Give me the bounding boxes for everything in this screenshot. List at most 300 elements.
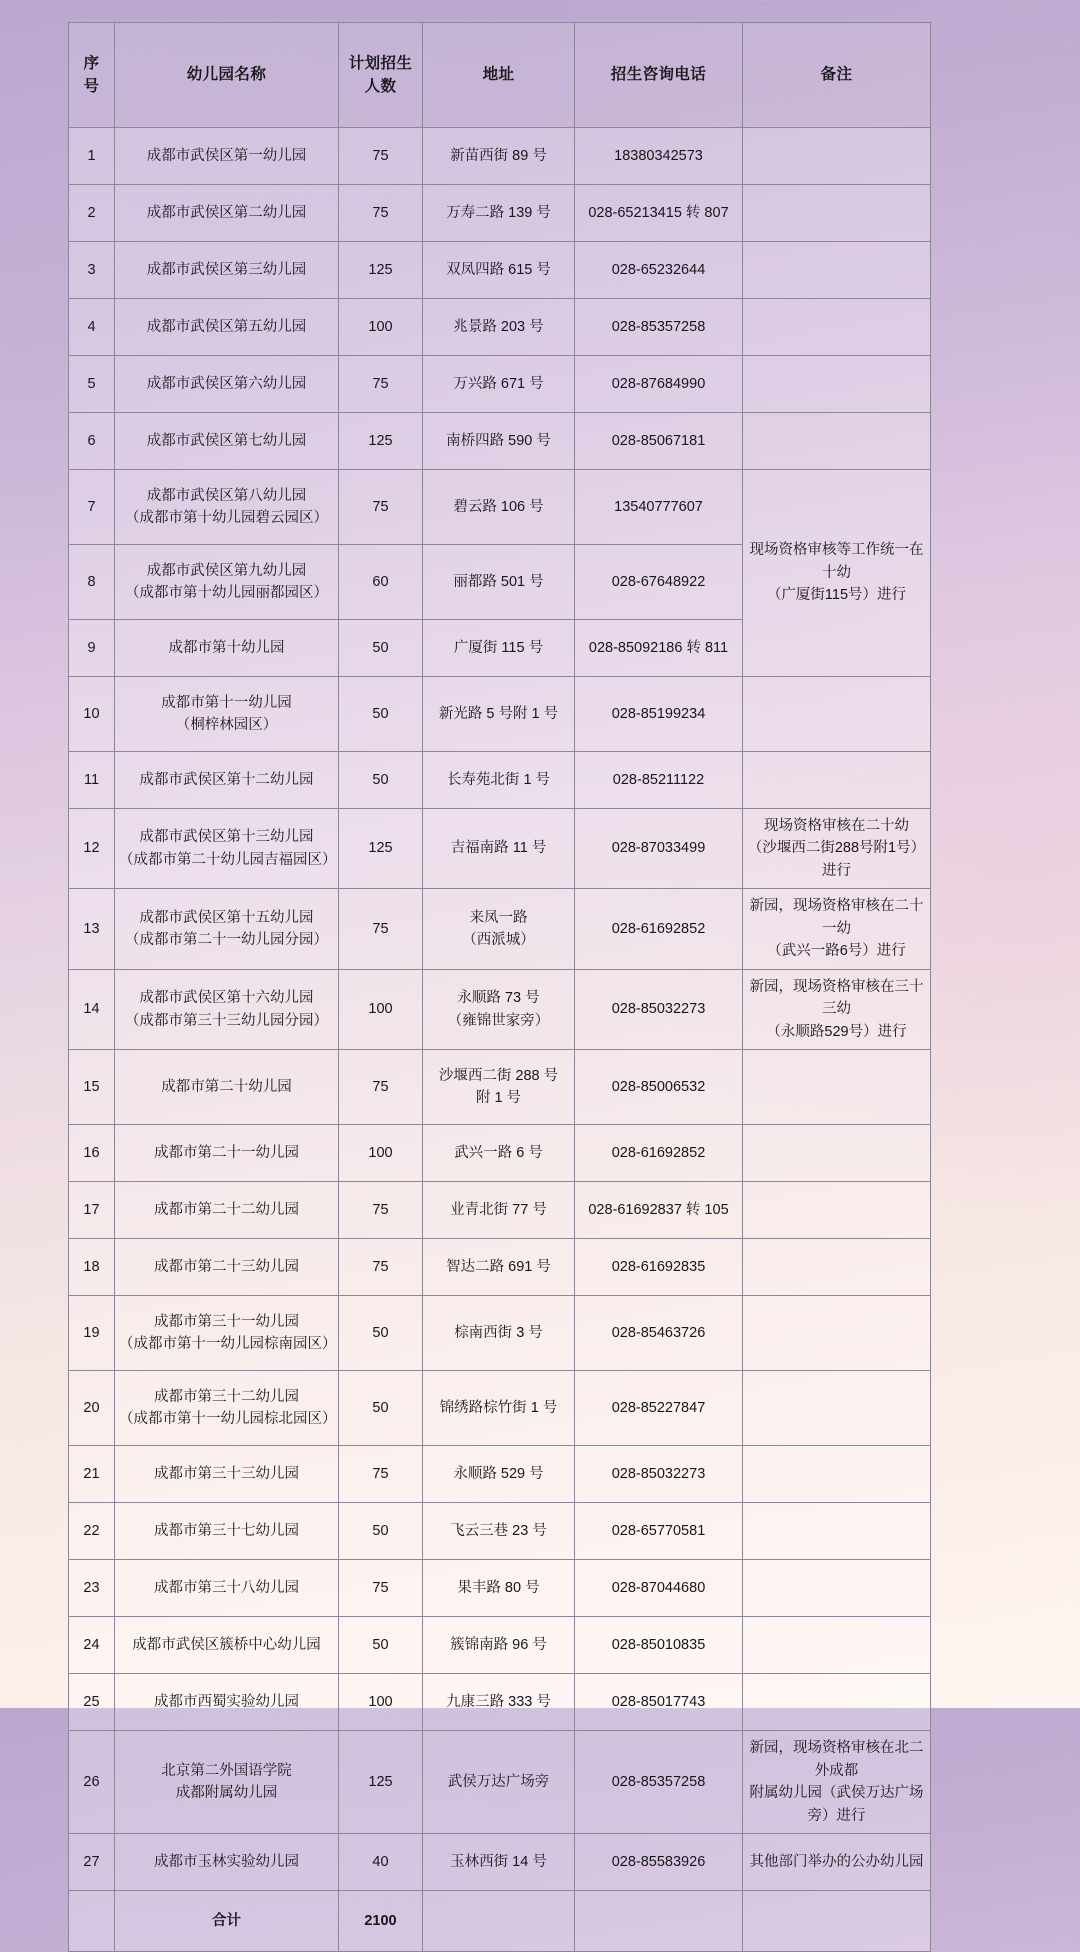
cell-plan-line1: 75 <box>372 1465 389 1482</box>
cell-phone <box>575 969 743 1049</box>
cell-note <box>743 1296 931 1371</box>
cell-phone <box>575 1674 743 1731</box>
cell-index <box>69 1182 115 1239</box>
cell-phone <box>575 677 743 752</box>
cell-phone <box>575 1239 743 1296</box>
cell-name-line1: 成都市武侯区第五幼儿园 <box>146 318 307 335</box>
cell-name-line2: （成都市第十一幼儿园棕北园区） <box>119 1411 337 1428</box>
cell-index <box>69 677 115 752</box>
cell-phone <box>575 470 743 545</box>
cell-plan-line1: 60 <box>372 573 389 590</box>
cell-index-line1: 11 <box>83 771 100 788</box>
cell-name-line1: 成都市武侯区第十六幼儿园 <box>139 990 314 1007</box>
cell-phone-line1: 028-85010835 <box>611 1636 706 1653</box>
cell-name <box>115 356 339 413</box>
cell-address-line1: 九康三路 333 号 <box>446 1693 551 1710</box>
cell-phone <box>575 1182 743 1239</box>
cell-phone-line1: 028-85211122 <box>612 771 705 788</box>
cell-phone <box>575 413 743 470</box>
cell-index-line1: 8 <box>87 573 96 590</box>
cell-address <box>423 185 575 242</box>
cell-name <box>115 1731 339 1834</box>
column-header-note: 备注 <box>743 23 931 128</box>
cell-name-line1: 成都市武侯区第一幼儿园 <box>146 147 307 164</box>
table-row <box>69 1050 931 1125</box>
cell-phone <box>575 242 743 299</box>
cell-address <box>423 677 575 752</box>
cell-note <box>743 242 931 299</box>
cell-plan-line1: 75 <box>372 147 389 164</box>
table-row <box>69 1731 931 1834</box>
cell-address <box>423 969 575 1049</box>
table-row <box>69 809 931 889</box>
cell-index-line1: 19 <box>83 1324 100 1341</box>
cell-index <box>69 413 115 470</box>
cell-name-line1: 成都市西蜀实验幼儿园 <box>154 1693 299 1710</box>
cell-address-line1: 万寿二路 139 号 <box>446 204 551 221</box>
cell-plan <box>339 969 423 1049</box>
cell-plan-line1: 75 <box>372 375 389 392</box>
cell-plan <box>339 128 423 185</box>
cell-index-line1: 9 <box>87 639 96 656</box>
cell-address-line1: 吉福南路 11 号 <box>450 840 547 857</box>
cell-phone <box>575 620 743 677</box>
cell-plan <box>339 413 423 470</box>
cell-plan <box>339 242 423 299</box>
cell-address-line1: 永顺路 73 号 <box>457 990 540 1007</box>
cell-phone-line1: 028-61692835 <box>611 1258 706 1275</box>
cell-name-line1: 成都市武侯区第九幼儿园 <box>146 562 307 579</box>
cell-address-line1: 业青北街 77 号 <box>450 1201 547 1218</box>
cell-index <box>69 1834 115 1891</box>
cell-index-line1: 3 <box>87 261 96 278</box>
cell-name <box>115 809 339 889</box>
cell-name <box>115 1296 339 1371</box>
cell-address-line1: 广厦街 115 号 <box>453 639 544 656</box>
cell-note <box>743 1617 931 1674</box>
cell-address <box>423 1560 575 1617</box>
cell-phone-line1: 028-87033499 <box>611 840 706 857</box>
cell-phone-line1: 13540777607 <box>614 498 703 515</box>
cell-name-line1: 北京第二外国语学院 <box>161 1762 292 1779</box>
table-row <box>69 752 931 809</box>
cell-phone-line1: 028-85092186 转 811 <box>588 639 729 656</box>
cell-index-line1: 4 <box>87 318 96 335</box>
cell-index <box>69 620 115 677</box>
cell-address <box>423 1731 575 1834</box>
cell-index-line1: 6 <box>87 432 96 449</box>
cell-plan-line1: 100 <box>368 1001 393 1018</box>
cell-plan-line1: 75 <box>372 498 389 515</box>
cell-plan <box>339 356 423 413</box>
cell-plan <box>339 1125 423 1182</box>
cell-address-line1: 永顺路 529 号 <box>453 1465 544 1482</box>
table-row <box>69 356 931 413</box>
cell-note <box>743 1050 931 1125</box>
cell-name-line1: 成都市武侯区第三幼儿园 <box>146 261 307 278</box>
cell-phone <box>575 809 743 889</box>
cell-address <box>423 1617 575 1674</box>
cell-name <box>115 1834 339 1891</box>
cell-name-line1: 成都市第三十三幼儿园 <box>154 1465 299 1482</box>
cell-note-line1: 新园，现场资格审核在二十一幼 <box>749 898 924 937</box>
cell-index-line1: 21 <box>83 1465 100 1482</box>
cell-note-merged <box>743 470 931 677</box>
cell-plan-line1: 75 <box>372 920 389 937</box>
cell-index-line1: 7 <box>87 498 96 515</box>
cell-phone <box>575 1125 743 1182</box>
cell-plan <box>339 1617 423 1674</box>
cell-index <box>69 299 115 356</box>
table-row <box>69 969 931 1049</box>
cell-address <box>423 413 575 470</box>
cell-plan-line1: 50 <box>372 1522 389 1539</box>
cell-plan-line1: 50 <box>372 1636 389 1653</box>
table-row <box>69 1617 931 1674</box>
cell-plan-line1: 75 <box>372 1258 389 1275</box>
footer-phone-cell <box>575 1891 743 1952</box>
cell-name-line1: 成都市第十一幼儿园 <box>161 694 292 711</box>
cell-name <box>115 470 339 545</box>
cell-phone-line1: 028-61692837 转 105 <box>588 1201 729 1218</box>
cell-address <box>423 889 575 969</box>
cell-plan-line1: 50 <box>372 705 389 722</box>
cell-note <box>743 1834 931 1891</box>
cell-phone-line1: 028-85227847 <box>611 1399 706 1416</box>
cell-name <box>115 185 339 242</box>
cell-index <box>69 1731 115 1834</box>
cell-note <box>743 1446 931 1503</box>
table-row <box>69 1296 931 1371</box>
column-header-phone: 招生咨询电话 <box>575 23 743 128</box>
cell-name-line1: 成都市玉林实验幼儿园 <box>154 1853 299 1870</box>
cell-address-line1: 果丰路 80 号 <box>457 1579 540 1596</box>
cell-note <box>743 1371 931 1446</box>
cell-phone-line1: 028-65770581 <box>611 1522 706 1539</box>
table-row <box>69 185 931 242</box>
cell-name-line1: 成都市武侯区第十二幼儿园 <box>139 771 314 788</box>
cell-phone-line1: 028-85032273 <box>611 1465 706 1482</box>
column-header-plan-line1: 计划招生 <box>348 54 413 72</box>
kindergarten-enrollment-table-wrapper <box>68 22 930 1952</box>
cell-name <box>115 1371 339 1446</box>
cell-address-line1: 碧云路 106 号 <box>453 498 544 515</box>
cell-note-line2: 附属幼儿园（武侯万达广场旁）进行 <box>749 1785 924 1824</box>
table-row <box>69 470 931 545</box>
cell-name-line1: 成都市第十幼儿园 <box>168 639 285 656</box>
kindergarten-enrollment-table <box>68 22 931 1952</box>
column-header-index-line2: 号 <box>83 78 100 95</box>
cell-index <box>69 1125 115 1182</box>
cell-index <box>69 1560 115 1617</box>
cell-index-line1: 14 <box>83 1001 100 1018</box>
cell-name-line1: 成都市第三十一幼儿园 <box>154 1313 299 1330</box>
cell-address <box>423 1296 575 1371</box>
cell-index <box>69 545 115 620</box>
cell-plan <box>339 1182 423 1239</box>
cell-note <box>743 299 931 356</box>
cell-plan-line1: 100 <box>368 1693 393 1710</box>
cell-phone-line1: 028-85032273 <box>611 1001 706 1018</box>
cell-note <box>743 356 931 413</box>
cell-name-line1: 成都市武侯区第十五幼儿园 <box>139 909 314 926</box>
cell-index <box>69 1296 115 1371</box>
cell-plan-line1: 125 <box>368 1773 393 1790</box>
cell-index-line1: 25 <box>83 1693 100 1710</box>
cell-name <box>115 1446 339 1503</box>
cell-plan-line1: 50 <box>372 1324 389 1341</box>
cell-index <box>69 1446 115 1503</box>
cell-note <box>743 889 931 969</box>
cell-note-line2: （沙堰西二街288号附1号）进行 <box>747 840 926 879</box>
cell-index-line1: 13 <box>83 920 100 937</box>
cell-address <box>423 356 575 413</box>
cell-address-line1: 锦绣路棕竹街 1 号 <box>439 1399 558 1416</box>
cell-index-line1: 2 <box>87 204 96 221</box>
cell-name <box>115 545 339 620</box>
cell-phone <box>575 1296 743 1371</box>
cell-plan-line1: 100 <box>368 318 393 335</box>
cell-phone <box>575 1731 743 1834</box>
cell-phone <box>575 752 743 809</box>
cell-note-line1: 其他部门举办的公办幼儿园 <box>749 1853 924 1870</box>
cell-plan-line1: 50 <box>372 771 389 788</box>
cell-name-line1: 成都市第二十一幼儿园 <box>154 1144 299 1161</box>
cell-index <box>69 470 115 545</box>
cell-plan <box>339 1050 423 1125</box>
cell-name <box>115 1674 339 1731</box>
column-header-address: 地址 <box>423 23 575 128</box>
footer-total-value: 2100 <box>339 1891 423 1952</box>
cell-address-line1: 玉林西街 14 号 <box>450 1853 547 1870</box>
cell-index <box>69 185 115 242</box>
cell-index-line1: 15 <box>83 1078 100 1095</box>
cell-address <box>423 545 575 620</box>
cell-index <box>69 356 115 413</box>
table-row <box>69 1674 931 1731</box>
cell-plan <box>339 1560 423 1617</box>
cell-name-line1: 成都市武侯区第二幼儿园 <box>146 204 307 221</box>
cell-address <box>423 1674 575 1731</box>
cell-note <box>743 185 931 242</box>
cell-address-line1: 来凤一路 <box>469 909 528 926</box>
cell-note <box>743 1674 931 1731</box>
cell-name-line1: 成都市第三十二幼儿园 <box>154 1388 299 1405</box>
table-row <box>69 1239 931 1296</box>
cell-plan <box>339 1503 423 1560</box>
cell-note <box>743 1125 931 1182</box>
cell-address-line1: 丽都路 501 号 <box>453 573 544 590</box>
cell-name <box>115 889 339 969</box>
cell-note <box>743 413 931 470</box>
cell-address-line2: 附 1 号 <box>475 1090 522 1107</box>
cell-address <box>423 128 575 185</box>
cell-address <box>423 1503 575 1560</box>
cell-phone <box>575 356 743 413</box>
cell-address <box>423 1182 575 1239</box>
cell-name-line1: 成都市第二十二幼儿园 <box>154 1201 299 1218</box>
cell-plan <box>339 1674 423 1731</box>
cell-index-line1: 26 <box>83 1773 100 1790</box>
column-header-index-line1: 序 <box>83 54 100 72</box>
cell-index-line1: 20 <box>83 1399 100 1416</box>
cell-address <box>423 809 575 889</box>
cell-note-line1: 新园，现场资格审核在北二外成都 <box>749 1740 924 1779</box>
cell-note-line2: （武兴一路6号）进行 <box>767 943 906 960</box>
cell-name-line1: 成都市武侯区第八幼儿园 <box>146 487 307 504</box>
table-row <box>69 1371 931 1446</box>
cell-plan-line1: 75 <box>372 1078 389 1095</box>
cell-plan <box>339 677 423 752</box>
cell-address <box>423 1050 575 1125</box>
cell-note <box>743 677 931 752</box>
cell-note <box>743 809 931 889</box>
cell-plan-line1: 40 <box>372 1853 389 1870</box>
cell-plan <box>339 1446 423 1503</box>
table-header-row <box>69 23 931 128</box>
cell-address <box>423 1834 575 1891</box>
cell-address-line2: （雍锦世家旁） <box>447 1012 550 1029</box>
cell-address-line1: 万兴路 671 号 <box>453 375 544 392</box>
cell-address <box>423 1239 575 1296</box>
cell-index-line1: 1 <box>87 147 96 164</box>
table-row <box>69 242 931 299</box>
table-body <box>69 128 931 1891</box>
cell-name <box>115 620 339 677</box>
cell-name-line2: （成都市第三十三幼儿园分园） <box>125 1012 328 1029</box>
cell-name <box>115 299 339 356</box>
cell-plan <box>339 185 423 242</box>
cell-name-line2: （成都市第十幼儿园丽都园区） <box>125 585 328 601</box>
cell-phone <box>575 299 743 356</box>
cell-plan-line1: 50 <box>372 1399 389 1416</box>
cell-phone-line1: 028-65232644 <box>611 261 706 278</box>
cell-name-line1: 成都市第二十幼儿园 <box>161 1078 292 1095</box>
cell-name <box>115 677 339 752</box>
cell-plan <box>339 1239 423 1296</box>
cell-phone-line1: 028-65213415 转 807 <box>588 204 729 221</box>
cell-index <box>69 969 115 1049</box>
cell-phone <box>575 128 743 185</box>
cell-index-line1: 27 <box>83 1853 100 1870</box>
cell-plan <box>339 545 423 620</box>
cell-index <box>69 889 115 969</box>
footer-index-cell <box>69 1891 115 1952</box>
cell-name <box>115 752 339 809</box>
cell-address-line1: 武侯万达广场旁 <box>447 1773 550 1790</box>
cell-phone-line1: 028-85357258 <box>611 318 706 335</box>
cell-address-line1: 新光路 5 号附 1 号 <box>438 705 559 722</box>
cell-plan <box>339 470 423 545</box>
table-row <box>69 677 931 752</box>
cell-phone-line1: 028-61692852 <box>611 1144 706 1161</box>
table-row <box>69 299 931 356</box>
cell-address-line2: （西派城） <box>462 932 535 949</box>
cell-name-line2: （成都市第二十幼儿园吉福园区） <box>119 851 337 868</box>
cell-name-line2: （桐梓林园区） <box>175 717 278 733</box>
cell-index <box>69 1371 115 1446</box>
cell-note-line1: 新园，现场资格审核在三十三幼 <box>749 978 924 1018</box>
cell-note <box>743 1560 931 1617</box>
cell-note <box>743 1731 931 1834</box>
cell-plan <box>339 809 423 889</box>
cell-phone-line1: 028-85067181 <box>611 432 706 449</box>
cell-phone <box>575 1446 743 1503</box>
cell-name-line1: 成都市第三十八幼儿园 <box>154 1579 299 1596</box>
cell-index-line1: 18 <box>83 1258 100 1275</box>
cell-name-line1: 成都市武侯区第七幼儿园 <box>146 432 307 449</box>
cell-plan-line1: 75 <box>372 1579 389 1596</box>
cell-name-line1: 成都市第三十七幼儿园 <box>154 1522 299 1539</box>
cell-phone <box>575 1834 743 1891</box>
cell-name <box>115 1503 339 1560</box>
table-row <box>69 1446 931 1503</box>
cell-name <box>115 1560 339 1617</box>
cell-phone-line1: 028-67648922 <box>611 573 706 590</box>
cell-index <box>69 752 115 809</box>
cell-name-line1: 成都市武侯区簇桥中心幼儿园 <box>132 1636 321 1653</box>
cell-phone <box>575 185 743 242</box>
cell-note-merged-line1: 现场资格审核等工作统一在十幼 <box>749 542 924 581</box>
cell-plan <box>339 1296 423 1371</box>
cell-address-line1: 长寿苑北街 1 号 <box>446 771 551 788</box>
cell-name <box>115 242 339 299</box>
cell-plan <box>339 752 423 809</box>
table-row <box>69 1560 931 1617</box>
footer-total-label: 合计 <box>115 1891 339 1952</box>
cell-phone <box>575 1617 743 1674</box>
cell-address-line1: 簇锦南路 96 号 <box>450 1636 547 1653</box>
cell-index-line1: 24 <box>83 1636 100 1653</box>
cell-phone-line1: 028-85463726 <box>611 1324 706 1341</box>
cell-name-line1: 成都市武侯区第十三幼儿园 <box>139 829 314 846</box>
cell-note <box>743 752 931 809</box>
cell-plan <box>339 1371 423 1446</box>
cell-phone <box>575 1503 743 1560</box>
cell-phone-line1: 028-87684990 <box>611 375 706 392</box>
cell-index <box>69 1239 115 1296</box>
cell-plan-line1: 125 <box>368 261 393 278</box>
cell-phone-line1: 028-61692852 <box>611 920 706 937</box>
cell-index <box>69 1674 115 1731</box>
table-footer-row <box>69 1891 931 1952</box>
column-header-name: 幼儿园名称 <box>115 23 339 128</box>
cell-plan-line1: 50 <box>372 639 389 656</box>
cell-phone-line1: 028-85006532 <box>611 1078 706 1095</box>
cell-name-line2: （成都市第十幼儿园碧云园区） <box>125 510 328 526</box>
cell-name <box>115 1050 339 1125</box>
cell-address <box>423 470 575 545</box>
cell-address <box>423 752 575 809</box>
table-header <box>69 23 931 128</box>
cell-name-line1: 成都市武侯区第六幼儿园 <box>146 375 307 392</box>
cell-note <box>743 1503 931 1560</box>
cell-plan <box>339 1731 423 1834</box>
cell-note-line2: （永顺路529号）进行 <box>766 1023 907 1040</box>
table-row <box>69 1182 931 1239</box>
cell-name <box>115 1125 339 1182</box>
cell-address-line1: 武兴一路 6 号 <box>454 1144 543 1161</box>
cell-note-merged-line2: （广厦街115号）进行 <box>766 587 907 604</box>
cell-name-line2: （成都市第十一幼儿园棕南园区） <box>119 1336 337 1353</box>
cell-phone-line1: 028-85583926 <box>611 1853 706 1870</box>
cell-address-line1: 沙堰西二街 288 号 <box>438 1067 559 1084</box>
table-row <box>69 1834 931 1891</box>
cell-name <box>115 413 339 470</box>
cell-index <box>69 1503 115 1560</box>
cell-name-line1: 成都市第二十三幼儿园 <box>154 1258 299 1275</box>
table-row <box>69 413 931 470</box>
